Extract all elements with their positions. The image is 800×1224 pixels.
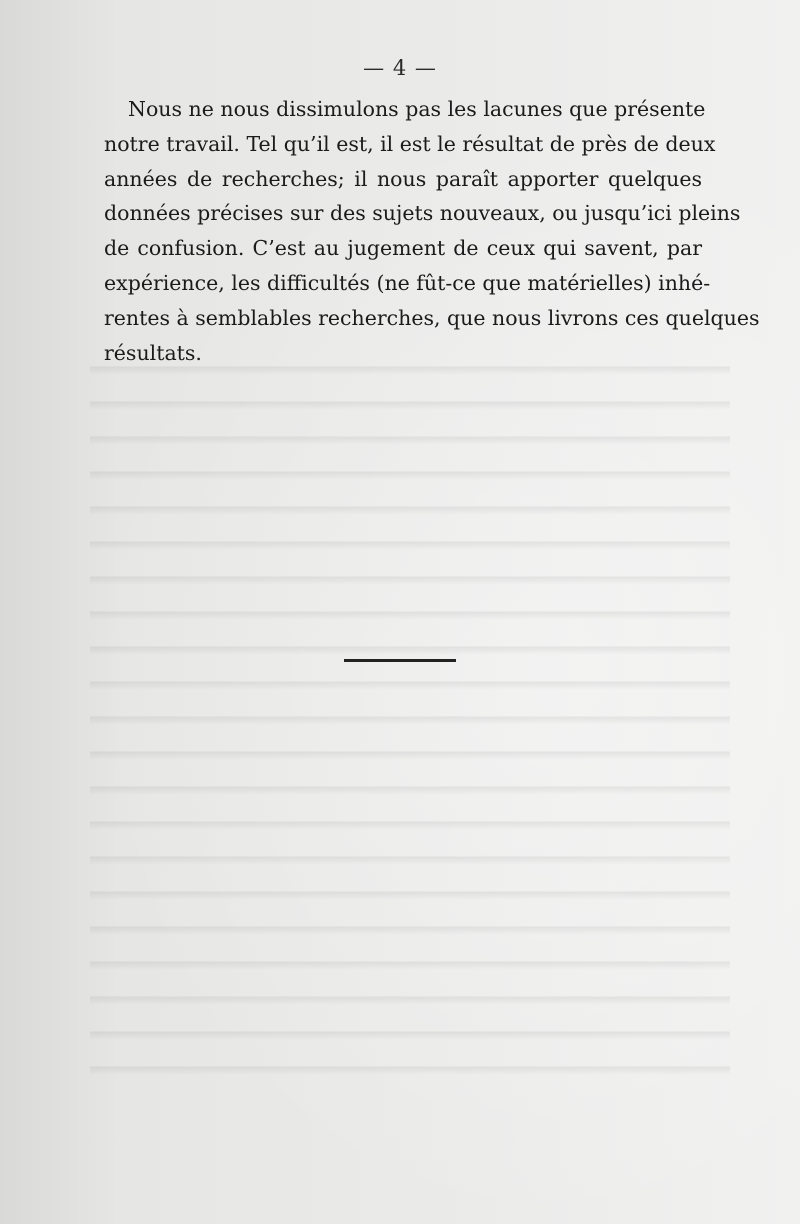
paragraph-line: données précises sur des sujets nouveaux, ou jusqu’ici pleins	[104, 201, 741, 226]
paragraph-line: résultats.	[104, 340, 202, 365]
paragraph-line: expérience, les difficultés (ne fût-ce que matérielles) inhé-	[104, 270, 711, 295]
page-number: — 4 —	[363, 56, 437, 80]
paragraph-line: rentes à semblables recherches, que nous livrons ces quelques	[104, 305, 760, 330]
paragraph-line: années de recherches; il nous paraît apporter quelques	[104, 166, 702, 191]
section-end-rule	[344, 659, 456, 662]
show-through-texture	[90, 340, 730, 1100]
paragraph-line: Nous ne nous dissimulons pas les lacunes que présente	[128, 97, 706, 121]
paragraph-line: notre travail. Tel qu’il est, il est le résultat de près de deux	[104, 131, 716, 156]
paragraph-line: de confusion. C’est au jugement de ceux qui savent, par	[104, 236, 702, 261]
body-paragraph	[104, 92, 760, 370]
